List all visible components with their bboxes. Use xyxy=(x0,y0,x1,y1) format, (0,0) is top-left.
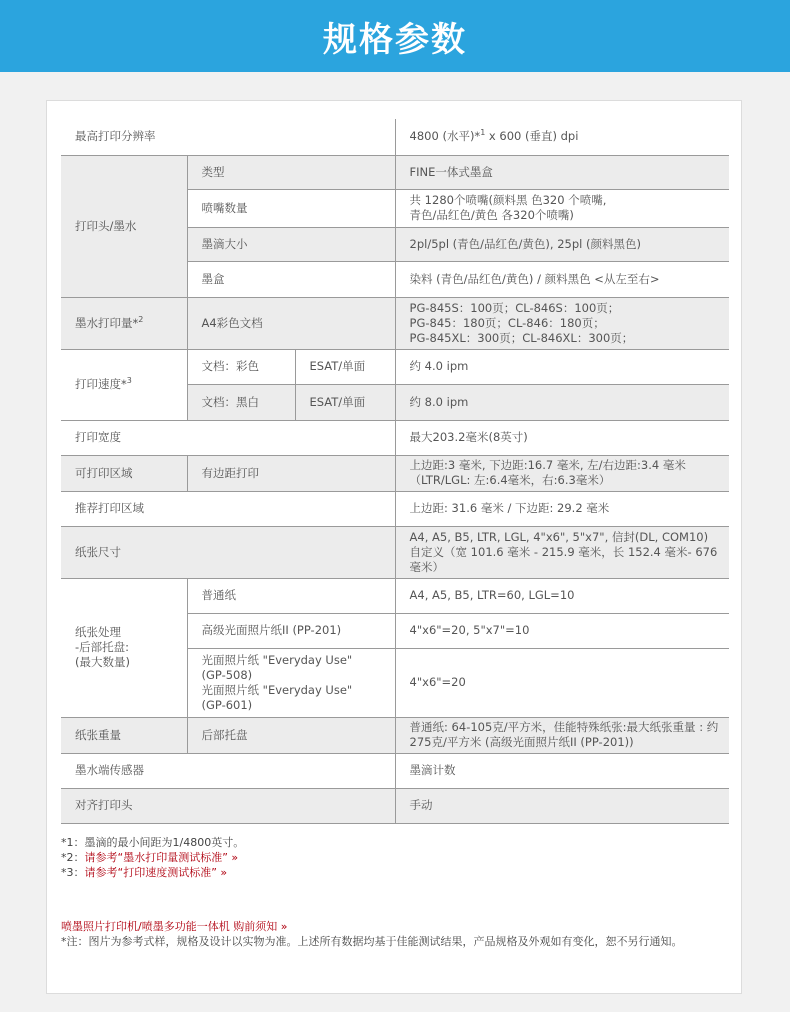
spec-label: 最高打印分辨率 xyxy=(61,119,395,155)
spec-value: 约 8.0 ipm xyxy=(395,384,729,420)
footnotes xyxy=(61,835,731,880)
footnote-3: *3：请参考“打印速度测试标准” » xyxy=(61,866,228,879)
spec-mode: ESAT/单面 xyxy=(295,349,395,384)
spec-value: 上边距:3 毫米, 下边距:16.7 毫米, 左/右边距:3.4 毫米 （LTR/LGL: 左:6.4毫米，右:6.3毫米） xyxy=(395,455,729,491)
spec-row-printable-area xyxy=(61,455,729,491)
header-banner xyxy=(0,0,790,72)
spec-label: 纸张重量 xyxy=(61,717,187,753)
spec-label: 打印速度*$^3$ xyxy=(61,349,187,420)
spec-value: 染料 (青色/品红色/黄色) / 颜料黑色 <从左至右> xyxy=(395,261,729,297)
spec-sublabel: 类型 xyxy=(187,155,395,189)
spec-label: 纸张尺寸 xyxy=(61,526,395,578)
spec-row-head-alignment xyxy=(61,788,729,823)
spec-sublabel: 光面照片纸 "Everyday Use" (GP-508) 光面照片纸 "Everyday Use" (GP-601) xyxy=(187,648,395,717)
spec-sublabel: 墨滴大小 xyxy=(187,227,395,261)
spec-group-printhead: 打印头/墨水 xyxy=(61,155,187,297)
spec-sublabel: 文档：彩色 xyxy=(187,349,295,384)
spec-value: 墨滴计数 xyxy=(395,753,729,788)
spec-label: 推荐打印区域 xyxy=(61,491,395,526)
spec-value: 共 1280个喷嘴(颜料黑 色320 个喷嘴, 青色/品红色/黄色 各320个喷嘴) xyxy=(395,189,729,227)
spec-row-recommended-area xyxy=(61,491,729,526)
spec-value: 约 4.0 ipm xyxy=(395,349,729,384)
spec-sublabel: 普通纸 xyxy=(187,578,395,613)
spec-value: A4, A5, B5, LTR=60, LGL=10 xyxy=(395,578,729,613)
spec-value: 上边距: 31.6 毫米 / 下边距: 29.2 毫米 xyxy=(395,491,729,526)
spec-label: 墨水打印量*$^2$ xyxy=(61,297,187,349)
spec-row-plain-paper xyxy=(61,578,729,613)
spec-value: 2pl/5pl (青色/品红色/黄色), 25pl (颜料黑色) xyxy=(395,227,729,261)
spec-label: 可打印区域 xyxy=(61,455,187,491)
spec-value: 4800 (水平)*$^1$ x 600 (垂直) dpi xyxy=(395,119,729,155)
spec-row-paper-weight xyxy=(61,717,729,753)
spec-sublabel: 有边距打印 xyxy=(187,455,395,491)
spec-value: 手动 xyxy=(395,788,729,823)
spec-row-ink-yield xyxy=(61,297,729,349)
spec-group-paper-handling: 纸张处理 -后部托盘: (最大数量) xyxy=(61,578,187,717)
spec-sublabel: 后部托盘 xyxy=(187,717,395,753)
disclaimer-text: *注：图片为参考式样，规格及设计以实物为准。上述所有数据均基于佳能测试结果，产品规格及外观如有变化，恕不另行通知。 xyxy=(61,935,683,948)
spec-value: PG-845S：100页；CL-846S：100页； PG-845：180页；CL-846：180页； PG-845XL：300页；CL-846XL：300页； xyxy=(395,297,729,349)
spec-label: 打印宽度 xyxy=(61,420,395,455)
purchase-notice-link[interactable]: 喷墨照片打印机/喷墨多功能一体机 购前须知 » xyxy=(61,920,288,933)
spec-row-paper-size xyxy=(61,526,729,578)
spec-sublabel: 文档：黑白 xyxy=(187,384,295,420)
spec-card xyxy=(46,100,742,994)
footnote-1: *1：墨滴的最小间距为1/4800英寸。 xyxy=(61,836,245,849)
spec-value: FINE一体式墨盒 xyxy=(395,155,729,189)
footnote-2: *2：请参考“墨水打印量测试标准” » xyxy=(61,851,239,864)
spec-label: 墨水端传感器 xyxy=(61,753,395,788)
spec-sublabel: 墨盒 xyxy=(187,261,395,297)
footer-notes xyxy=(61,919,731,949)
page-title: 规格参数 xyxy=(323,19,467,60)
ink-yield-standard-link[interactable]: 请参考“墨水打印量测试标准” » xyxy=(84,851,239,864)
spec-row-ink-type xyxy=(61,155,729,189)
spec-mode: ESAT/单面 xyxy=(295,384,395,420)
spec-row-speed-color xyxy=(61,349,729,384)
spec-row-resolution xyxy=(61,119,729,155)
spec-sublabel: 喷嘴数量 xyxy=(187,189,395,227)
spec-label: 对齐打印头 xyxy=(61,788,395,823)
spec-value: 普通纸: 64-105克/平方米，佳能特殊纸张:最大纸张重量 : 约 275克/平方米 (高级光面照片纸II (PP-201)) xyxy=(395,717,729,753)
spec-row-ink-sensor xyxy=(61,753,729,788)
spec-value: 最大203.2毫米(8英寸) xyxy=(395,420,729,455)
spec-sublabel: 高级光面照片纸II (PP-201) xyxy=(187,613,395,648)
spec-value: 4"x6"=20, 5"x7"=10 xyxy=(395,613,729,648)
spec-table xyxy=(61,119,729,824)
spec-sublabel: A4彩色文档 xyxy=(187,297,395,349)
spec-row-print-width xyxy=(61,420,729,455)
spec-value: A4, A5, B5, LTR, LGL, 4"x6", 5"x7", 信封(DL, COM10) 自定义（宽 101.6 毫米 - 215.9 毫米，长 152.4 毫米- 676 毫米） xyxy=(395,526,729,578)
print-speed-standard-link[interactable]: 请参考“打印速度测试标准” » xyxy=(84,866,228,879)
spec-value: 4"x6"=20 xyxy=(395,648,729,717)
